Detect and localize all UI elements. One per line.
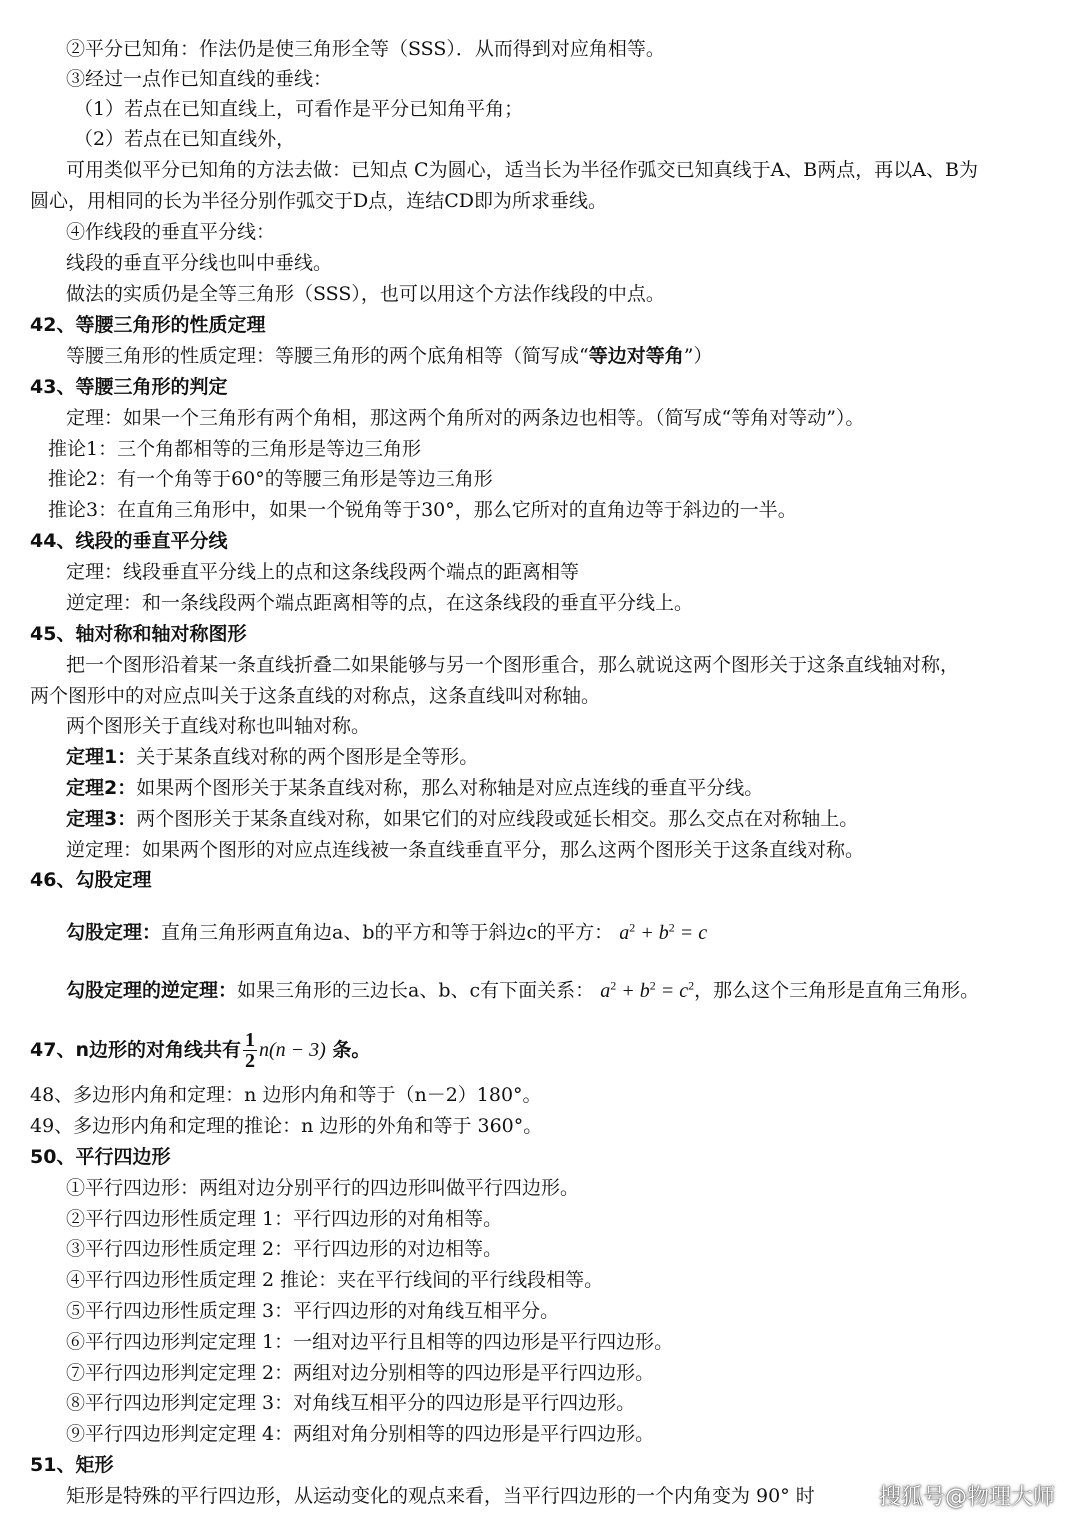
text-line: ⑧平行四边形判定定理 3：对角线互相平分的四边形是平行四边形。: [66, 1392, 636, 1414]
text-line: ⑦平行四边形判定定理 2：两组对边分别相等的四边形是平行四边形。: [66, 1362, 655, 1384]
pythagorean-formula: $a^2 + b^2 = c$: [619, 920, 708, 944]
text-line: ⑤平行四边形性质定理 3：平行四边形的对角线互相平分。: [66, 1300, 560, 1322]
text-line: 49、多边形内角和定理的推论：n 边形的外角和等于 360°。: [30, 1115, 543, 1137]
text-line: 定理：线段垂直平分线上的点和这条线段两个端点的距离相等: [66, 561, 580, 583]
text-line: ②平分已知角：作法仍是使三角形全等（SSS）．从而得到对应角相等。: [66, 38, 665, 60]
text-line: 勾股定理的逆定理：如果三角形的三边长a、b、c有下面关系： $a^2 + b^2 = c^2$，那么这个三角形是直角三角形。: [66, 978, 980, 1002]
text-line: ⑥平行四边形判定定理 1：一组对边平行且相等的四边形是平行四边形。: [66, 1331, 674, 1353]
text-line: 推论3：在直角三角形中，如果一个锐角等于30°，那么它所对的直角边等于斜边的一半。: [48, 499, 797, 521]
text-line: 等腰三角形的性质定理：等腰三角形的两个底角相等（简写成“等边对等角”）: [66, 345, 713, 367]
text-line: ⑨平行四边形判定定理 4：两组对角分别相等的四边形是平行四边形。: [66, 1423, 655, 1445]
text-line: ④作线段的垂直平分线：: [66, 221, 276, 243]
section-heading: 46、勾股定理: [30, 869, 152, 891]
text-line: 线段的垂直平分线也叫中垂线。: [66, 252, 333, 274]
text-line: 两个图形中的对应点叫关于这条直线的对称点，这条直线叫对称轴。: [30, 685, 601, 707]
section-heading: 44、线段的垂直平分线: [30, 530, 228, 552]
text-line: ②平行四边形性质定理 1：平行四边形的对角相等。: [66, 1208, 503, 1230]
text-line: 圆心，用相同的长为半径分别作弧交于D点，连结CD即为所求垂线。: [30, 190, 608, 212]
text-line: （2）若点在已知直线外，: [74, 128, 296, 150]
fraction-one-half: $\frac{1}{2}$: [244, 1029, 255, 1072]
text-line: （1）若点在已知直线上，可看作是平分已知角平角；: [74, 98, 524, 120]
text-line: 矩形是特殊的平行四边形，从运动变化的观点来看，当平行四边形的一个内角变为 90° 时: [66, 1485, 815, 1507]
text-line: 推论2：有一个角等于60°的等腰三角形是等边三角形: [48, 468, 493, 490]
text-line: 推论1：三个角都相等的三角形是等边三角形: [48, 438, 422, 460]
section-heading: 50、平行四边形: [30, 1146, 171, 1168]
text-line: 两个图形关于直线对称也叫轴对称。: [66, 715, 371, 737]
pythagorean-converse-formula: $a^2 + b^2 = c^2$: [600, 978, 695, 1002]
text-line: 逆定理：和一条线段两个端点距离相等的点，在这条线段的垂直平分线上。: [66, 592, 694, 614]
text-line: 可用类似平分已知角的方法去做：已知点 C为圆心，适当长为半径作弧交已知真线于A、B两点，再以A、B为: [66, 159, 978, 181]
section-heading: 42、等腰三角形的性质定理: [30, 314, 266, 336]
text-line: 做法的实质仍是全等三角形（SSS），也可以用这个方法作线段的中点。: [66, 283, 665, 305]
text-line: 定理3：两个图形关于某条直线对称，如果它们的对应线段或延长相交。那么交点在对称轴上。: [66, 808, 859, 830]
text-line: 定理2：如果两个图形关于某条直线对称，那么对称轴是对应点连线的垂直平分线。: [66, 777, 764, 799]
section-heading: 43、等腰三角形的判定: [30, 376, 228, 398]
watermark: 搜狐号@物理大师: [878, 1485, 1055, 1510]
text-line: ④平行四边形性质定理 2 推论：夹在平行线间的平行线段相等。: [66, 1269, 604, 1291]
text-line: 定理1：关于某条直线对称的两个图形是全等形。: [66, 746, 479, 768]
section-heading: 45、轴对称和轴对称图形: [30, 623, 247, 645]
text-line: 逆定理：如果两个图形的对应点连线被一条直线垂直平分，那么这两个图形关于这条直线对称。: [66, 839, 865, 861]
section-heading: 47、n边形的对角线共有 $\frac{1}{2}$ n(n − 3) 条。: [30, 1029, 371, 1072]
text-line: 48、多边形内角和定理：n 边形内角和等于（n－2）180°。: [30, 1084, 542, 1106]
text-line: ①平行四边形：两组对边分别平行的四边形叫做平行四边形。: [66, 1177, 580, 1199]
section-heading: 51、矩形: [30, 1454, 114, 1476]
text-line: 定理：如果一个三角形有两个角相，那这两个角所对的两条边也相等。（简写成“等角对等动”）。: [66, 407, 865, 429]
text-line: 勾股定理：直角三角形两直角边a、b的平方和等于斜边c的平方： $a^2 + b^2 = c$: [66, 920, 708, 944]
text-line: 把一个图形沿着某一条直线折叠二如果能够与另一个图形重合，那么就说这两个图形关于这条直线轴对称，: [66, 654, 960, 676]
text-line: ③经过一点作已知直线的垂线：: [66, 68, 333, 90]
text-line: ③平行四边形性质定理 2：平行四边形的对边相等。: [66, 1238, 503, 1260]
